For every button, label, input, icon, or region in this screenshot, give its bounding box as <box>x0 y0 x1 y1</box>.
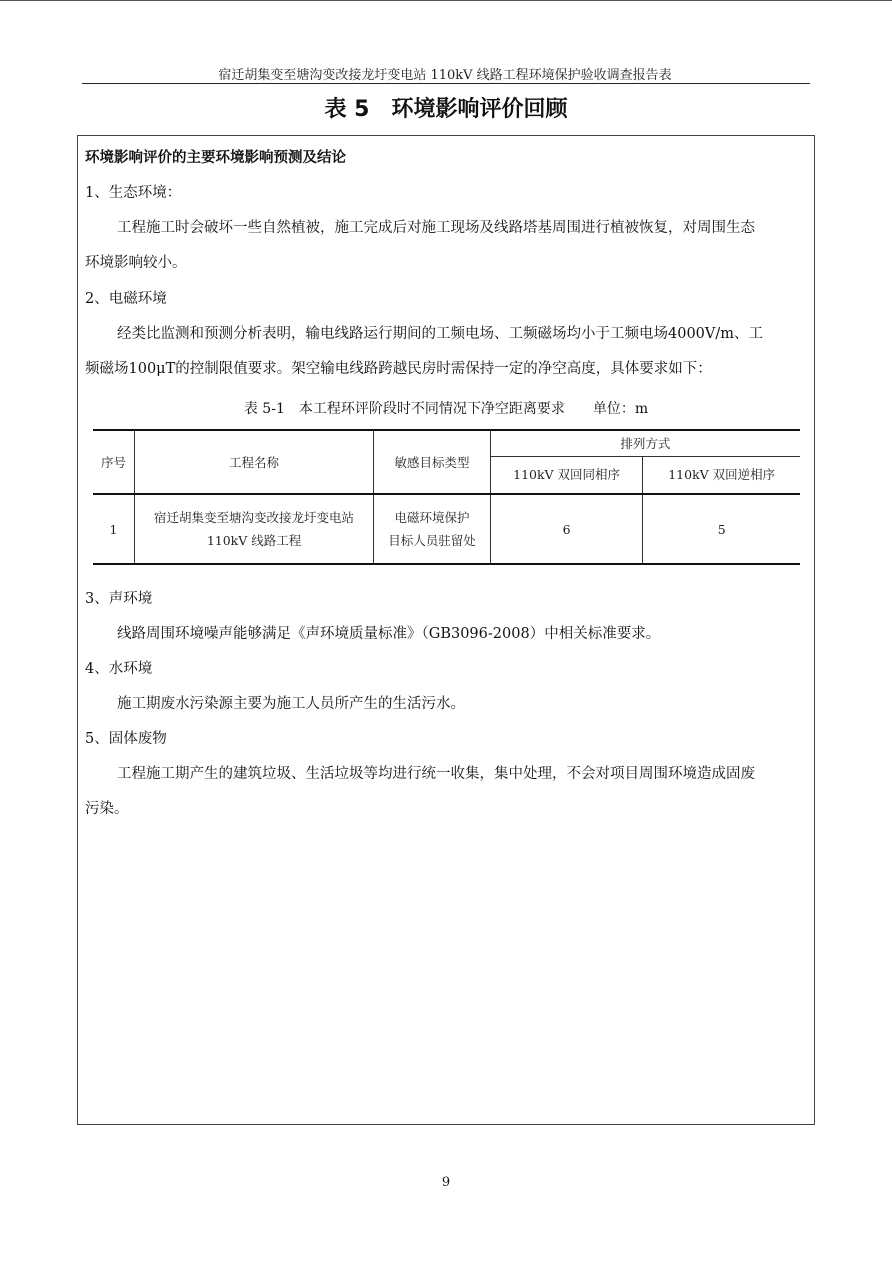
section-heading: 环境影响评价的主要环境影响预测及结论 <box>85 150 346 166</box>
em-heading: 2、电磁环境 <box>85 291 167 307</box>
page-number: 9 <box>441 1175 451 1190</box>
water-heading: 4、水环境 <box>85 661 153 677</box>
table-caption: 表 5-1 本工程环评阶段时不同情况下净空距离要求 单位：m <box>243 401 649 417</box>
ecology-heading: 1、生态环境： <box>85 185 182 201</box>
clearance-table <box>93 429 800 565</box>
row-same-phase-value: 6 <box>490 494 643 564</box>
running-header: 宿迁胡集变至塘沟变改接龙圩变电站 110kV 线路工程环境保护验收调查报告表 <box>218 68 672 83</box>
row-target-type-line1: 电磁环境保护 <box>394 510 470 525</box>
waste-paragraph-line2: 污染。 <box>85 801 129 817</box>
top-border <box>0 0 892 1</box>
em-paragraph-line2: 频磁场100μT的控制限值要求。架空输电线路跨越民房时需保持一定的净空高度，具体要求如下： <box>85 361 712 377</box>
table-title: 表 5 环境影响评价回顾 <box>324 97 568 122</box>
ecology-paragraph-line1: 工程施工时会破坏一些自然植被，施工完成后对施工现场及线路塔基周围进行植被恢复，对周围生态 <box>117 220 755 236</box>
waste-heading: 5、固体废物 <box>85 731 167 747</box>
header-same-phase: 110kV 双回同相序 <box>490 456 643 494</box>
header-reverse-phase: 110kV 双回逆相序 <box>643 456 800 494</box>
row-no: 1 <box>93 494 134 564</box>
header-arrangement: 排列方式 <box>490 430 800 456</box>
noise-heading: 3、声环境 <box>85 591 153 607</box>
waste-paragraph-line1: 工程施工期产生的建筑垃圾、生活垃圾等均进行统一收集，集中处理，不会对项目周围环境造成固废 <box>117 766 755 782</box>
noise-paragraph: 线路周围环境噪声能够满足《声环境质量标准》（GB3096-2008）中相关标准要求。 <box>117 626 661 642</box>
row-target-type-line2: 目标人员驻留处 <box>388 533 476 548</box>
row-reverse-phase-value: 5 <box>643 494 800 564</box>
ecology-paragraph-line2: 环境影响较小。 <box>85 255 187 271</box>
header-rule <box>82 83 810 84</box>
header-project-name: 工程名称 <box>134 430 373 494</box>
water-paragraph: 施工期废水污染源主要为施工人员所产生的生活污水。 <box>117 696 465 712</box>
row-project-name-line2: 110kV 线路工程 <box>206 533 302 548</box>
row-project-name <box>134 494 373 564</box>
em-paragraph-line1: 经类比监测和预测分析表明，输电线路运行期间的工频电场、工频磁场均小于工频电场4000V/m、工 <box>117 326 764 342</box>
header-no: 序号 <box>93 430 134 494</box>
row-project-name-line1: 宿迁胡集变至塘沟变改接龙圩变电站 <box>154 510 355 525</box>
header-target-type: 敏感目标类型 <box>374 430 491 494</box>
row-target-type <box>374 494 491 564</box>
